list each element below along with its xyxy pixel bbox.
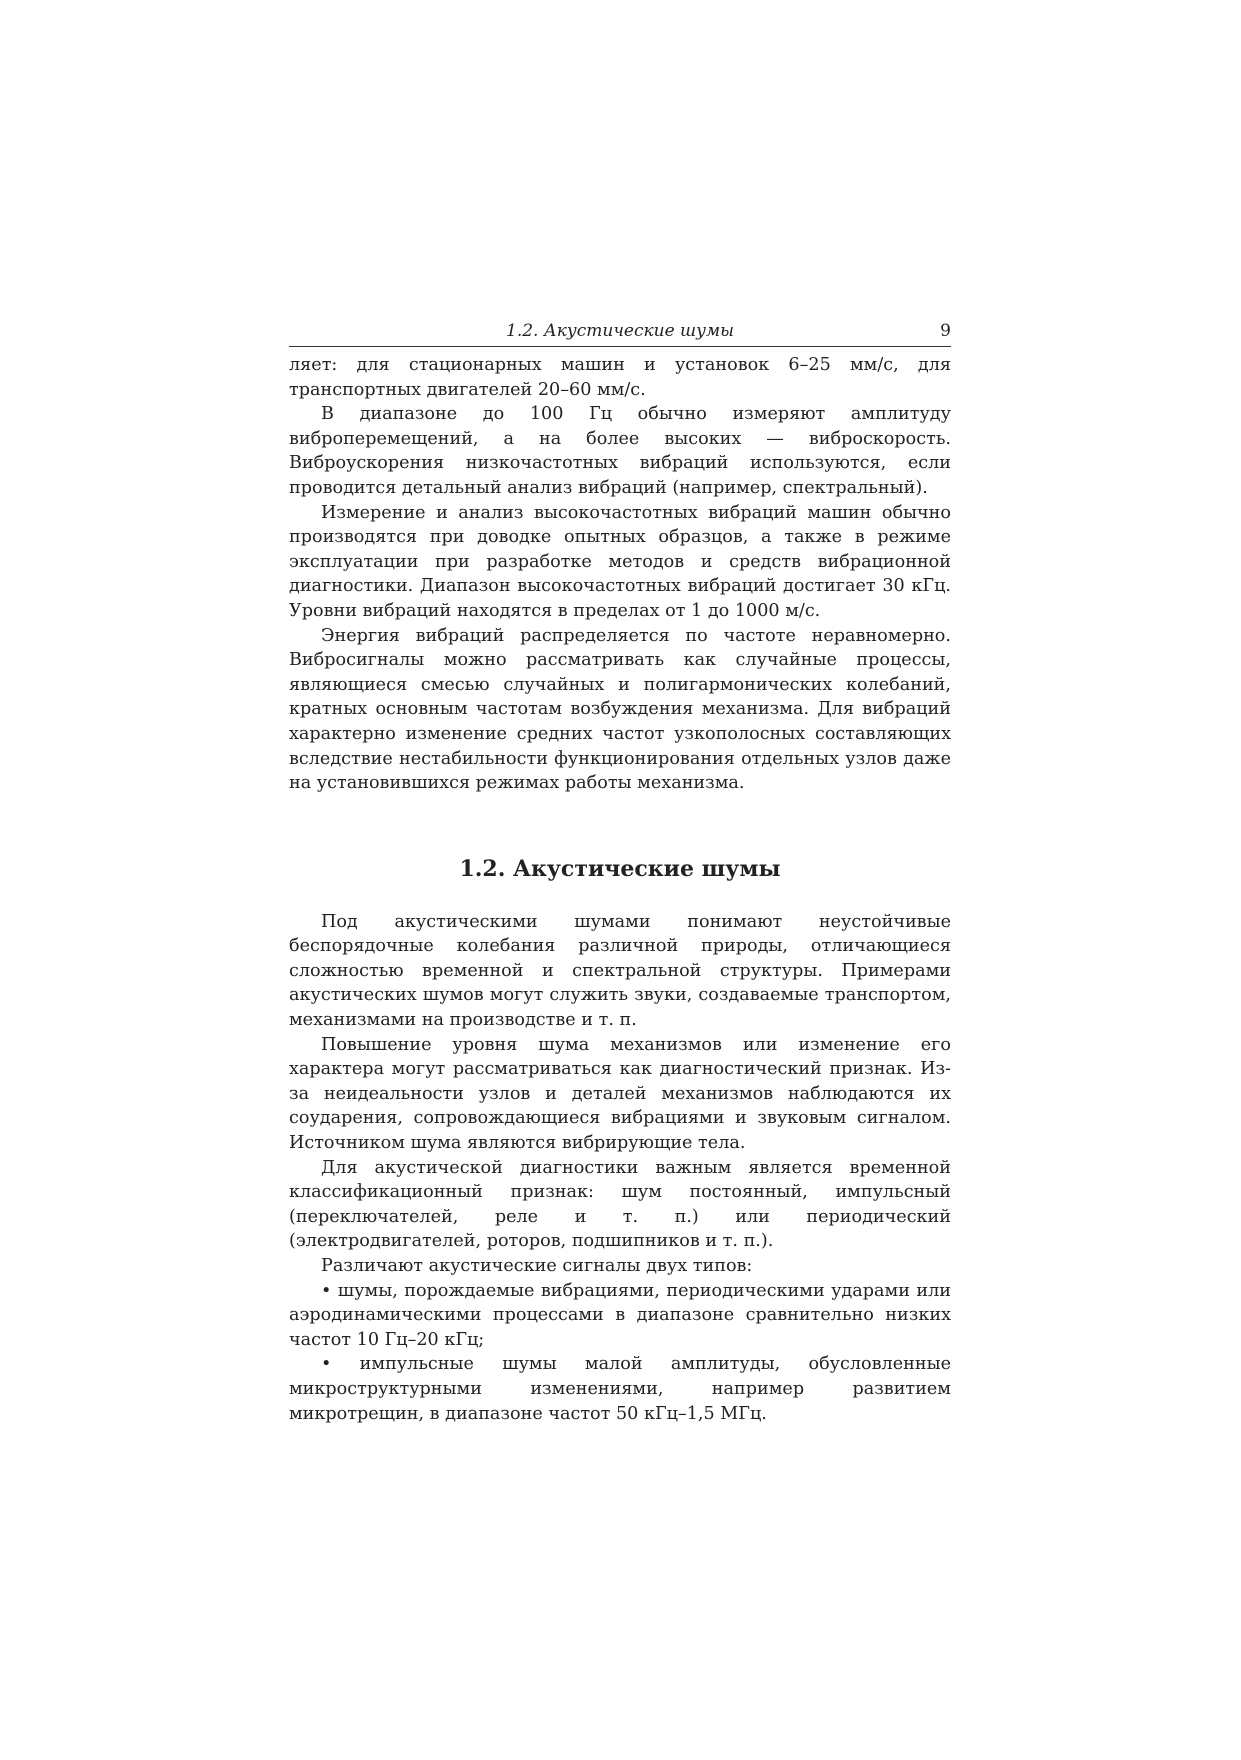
paragraph: Различают акустические сигналы двух типов: xyxy=(321,1256,753,1276)
running-header xyxy=(289,318,951,347)
book-page xyxy=(289,318,951,1426)
paragraph: В диапазоне до 100 Гц обычно измеряют амплитуду виброперемещений, а на более высоких — виброскорость. Виброускорения низкочастотных вибраций используются, если проводится детальный анализ вибраций (например, спектральный). xyxy=(289,404,951,498)
list-item: • шумы, порождаемые вибрациями, периодическими ударами или аэродинамическими процессами в диапазоне сравнительно низких частот 10 Гц–20 кГц; xyxy=(289,1280,951,1350)
paragraph: Для акустической диагностики важным является временной классификационный признак: шум постоянный, импульсный (переключателей, реле и т. п.) или периодический (электродвигателей, роторов, подшипников и т. п.). xyxy=(289,1157,951,1252)
paragraph: Под акустическими шумами понимают неустойчивые беспорядочные колебания различной природы, отличающиеся сложностью временной и спектральной структуры. Примерами акустических шумов могут служить звуки, создаваемые транспортом, механизмами на производстве и т. п. xyxy=(289,911,951,1031)
paragraph: Измерение и анализ высокочастотных вибраций машин обычно производятся при доводке опытных образцов, а также в режиме эксплуатации при разработке методов и средств вибрационной диагностики. Диапазон высокочастотных вибраций достигает 30 кГц. Уровни вибраций находятся в пределах от 1 до 1000 м/с. xyxy=(289,502,951,621)
section-heading: 1.2. Акустические шумы xyxy=(459,855,781,882)
page-body xyxy=(289,353,951,1426)
page-number: 9 xyxy=(940,321,951,341)
paragraph: Повышение уровня шума механизмов или изменение его характера могут рассматриваться как диагностический признак. Из-за неидеальности узлов и деталей механизмов наблюдаются их соударения, сопровождающиеся вибрациями и звуковым сигналом. Источником шума являются вибрирующие тела. xyxy=(289,1034,951,1154)
paragraph: Энергия вибраций распределяется по частоте неравномерно. Вибросигналы можно рассматривать как случайные процессы, являющиеся смесью случайных и полигармонических колебаний, кратных основным частотам возбуждения механизма. Для вибраций характерно изменение средних частот узкополосных составляющих вследствие нестабильности функционирования отдельных узлов даже на установившихся режимах работы механизма. xyxy=(289,625,951,794)
paragraph: ляет: для стационарных машин и установок 6–25 мм/с, для транспортных двигателей 20–60 мм/с. xyxy=(289,355,951,400)
list-item: • импульсные шумы малой амплитуды, обусловленные микроструктурными изменениями, например развитием микротрещин, в диапазоне частот 50 кГц–1,5 МГц. xyxy=(289,1354,951,1424)
running-title: 1.2. Акустические шумы xyxy=(506,321,734,341)
